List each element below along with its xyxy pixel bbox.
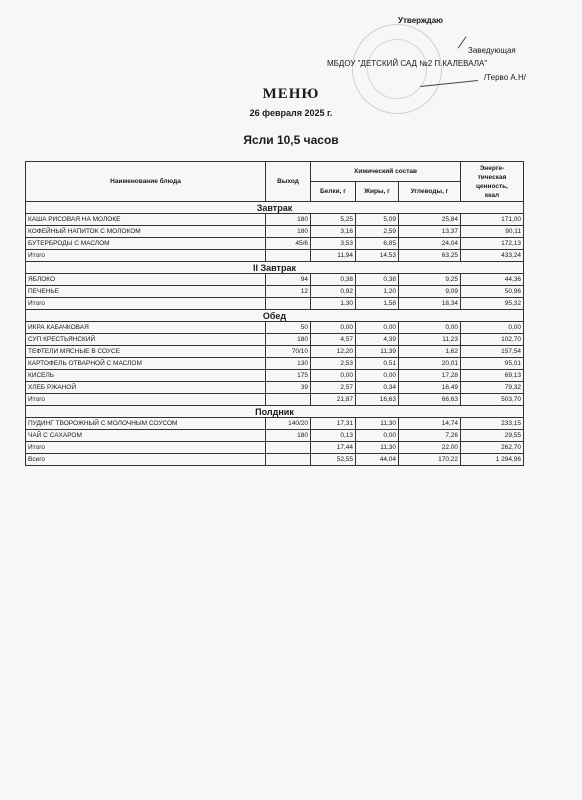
header-energy-line-1: Энерге- — [479, 164, 505, 172]
dish-energy: 44,36 — [461, 274, 524, 286]
dish-name: ИКРА КАБАЧКОВАЯ — [26, 322, 266, 334]
dish-carbs: 1,62 — [399, 346, 461, 358]
dish-carbs: 9,25 — [399, 274, 461, 286]
total-energy: 262,70 — [461, 442, 524, 454]
dish-proteins: 2,53 — [311, 358, 356, 370]
dish-carbs: 9,09 — [399, 286, 461, 298]
dish-name: КАША РИСОВАЯ НА МОЛОКЕ — [26, 214, 266, 226]
dish-carbs: 7,26 — [399, 430, 461, 442]
dish-fats: 5,09 — [356, 214, 399, 226]
dish-fats: 4,39 — [356, 334, 399, 346]
document-date: 26 февраля 2025 г. — [249, 108, 333, 118]
dish-output: 180 — [266, 334, 311, 346]
menu-table — [25, 161, 524, 466]
dish-carbs: 13,37 — [399, 226, 461, 238]
total-energy: 433,24 — [461, 250, 524, 262]
dish-energy: 171,00 — [461, 214, 524, 226]
dish-output: 175 — [266, 370, 311, 382]
section-row — [26, 262, 524, 274]
total-proteins: 17,44 — [311, 442, 356, 454]
header-energy — [461, 162, 524, 202]
dish-proteins: 0,00 — [311, 370, 356, 382]
total-fats: 11,30 — [356, 442, 399, 454]
dish-carbs: 24,04 — [399, 238, 461, 250]
signature-mark — [458, 36, 467, 48]
grand-total-proteins: 52,55 — [311, 454, 356, 466]
total-output — [266, 442, 311, 454]
total-output — [266, 394, 311, 406]
grand-total-carbs: 170,22 — [399, 454, 461, 466]
header-fats: Жиры, г — [356, 182, 399, 202]
dish-name: БУТЕРБРОДЫ С МАСЛОМ — [26, 238, 266, 250]
dish-name: ПЕЧЕНЬЕ — [26, 286, 266, 298]
dish-name: ЯБЛОКО — [26, 274, 266, 286]
dish-fats: 6,85 — [356, 238, 399, 250]
table-row — [26, 334, 524, 346]
dish-carbs: 11,23 — [399, 334, 461, 346]
table-row — [26, 226, 524, 238]
dish-output: 140/20 — [266, 418, 311, 430]
header-energy-line-2: тическая — [477, 173, 507, 181]
dish-output: 45/6 — [266, 238, 311, 250]
header-carbs: Углеводы, г — [399, 182, 461, 202]
dish-fats: 0,00 — [356, 322, 399, 334]
dish-carbs: 25,84 — [399, 214, 461, 226]
dish-output: 130 — [266, 358, 311, 370]
total-energy: 95,32 — [461, 298, 524, 310]
header-energy-line-3: ценность, — [476, 182, 508, 190]
dish-carbs: 0,00 — [399, 322, 461, 334]
dish-proteins: 0,13 — [311, 430, 356, 442]
total-output — [266, 250, 311, 262]
header-name: Наименование блюда — [26, 162, 266, 202]
dish-energy: 50,96 — [461, 286, 524, 298]
dish-energy: 102,70 — [461, 334, 524, 346]
dish-fats: 0,34 — [356, 382, 399, 394]
total-row — [26, 442, 524, 454]
approval-organization: МБДОУ "ДЕТСКИЙ САД №2 П.КАЛЕВАЛА" — [327, 59, 488, 68]
grand-total-fats: 44,04 — [356, 454, 399, 466]
dish-fats: 0,00 — [356, 430, 399, 442]
total-carbs: 63,25 — [399, 250, 461, 262]
grand-total-energy: 1 294,96 — [461, 454, 524, 466]
dish-output: 50 — [266, 322, 311, 334]
dish-proteins: 2,57 — [311, 382, 356, 394]
dish-output: 180 — [266, 226, 311, 238]
dish-proteins: 0,00 — [311, 322, 356, 334]
total-row — [26, 298, 524, 310]
table-row — [26, 238, 524, 250]
dish-energy: 90,11 — [461, 226, 524, 238]
dish-name: ТЕФТЕЛИ МЯСНЫЕ В СОУСЕ — [26, 346, 266, 358]
total-row — [26, 394, 524, 406]
section-row — [26, 310, 524, 322]
dish-carbs: 20,01 — [399, 358, 461, 370]
dish-name: КАРТОФЕЛЬ ОТВАРНОЙ С МАСЛОМ — [26, 358, 266, 370]
section-title: Завтрак — [26, 202, 524, 214]
dish-output: 39 — [266, 382, 311, 394]
grand-total-label: Всего — [26, 454, 266, 466]
table-row — [26, 214, 524, 226]
dish-fats: 2,59 — [356, 226, 399, 238]
section-title: Полдник — [26, 406, 524, 418]
dish-fats: 11,30 — [356, 418, 399, 430]
dish-name: КОФЕЙНЫЙ НАПИТОК С МОЛОКОМ — [26, 226, 266, 238]
dish-proteins: 3,16 — [311, 226, 356, 238]
dish-carbs: 14,74 — [399, 418, 461, 430]
grand-total-row — [26, 454, 524, 466]
dish-fats: 0,00 — [356, 370, 399, 382]
dish-proteins: 12,20 — [311, 346, 356, 358]
total-fats: 14,53 — [356, 250, 399, 262]
section-row — [26, 406, 524, 418]
dish-proteins: 0,38 — [311, 274, 356, 286]
header-chemical: Химический состав — [311, 162, 461, 182]
header-output: Выход — [266, 162, 311, 202]
table-row — [26, 430, 524, 442]
table-row — [26, 382, 524, 394]
table-row — [26, 418, 524, 430]
total-label: Итого — [26, 298, 266, 310]
total-proteins: 21,87 — [311, 394, 356, 406]
total-carbs: 18,34 — [399, 298, 461, 310]
table-row — [26, 370, 524, 382]
table-header — [26, 162, 524, 202]
dish-name: СУП КРЕСТЬЯНСКИЙ — [26, 334, 266, 346]
table-body — [26, 202, 524, 466]
dish-output: 180 — [266, 214, 311, 226]
total-proteins: 1,30 — [311, 298, 356, 310]
dish-energy: 79,32 — [461, 382, 524, 394]
total-carbs: 66,63 — [399, 394, 461, 406]
section-title: Обед — [26, 310, 524, 322]
total-output — [266, 298, 311, 310]
dish-energy: 0,00 — [461, 322, 524, 334]
grand-total-output — [266, 454, 311, 466]
group-title: Ясли 10,5 часов — [243, 133, 339, 147]
dish-energy: 95,01 — [461, 358, 524, 370]
total-fats: 1,58 — [356, 298, 399, 310]
dish-output: 70/10 — [266, 346, 311, 358]
total-label: Итого — [26, 442, 266, 454]
header-proteins: Белки, г — [311, 182, 356, 202]
approval-position: Заведующая — [468, 46, 516, 55]
dish-proteins: 5,25 — [311, 214, 356, 226]
dish-fats: 0,51 — [356, 358, 399, 370]
dish-energy: 172,13 — [461, 238, 524, 250]
dish-proteins: 3,53 — [311, 238, 356, 250]
dish-name: КИСЕЛЬ — [26, 370, 266, 382]
dish-fats: 0,38 — [356, 274, 399, 286]
total-proteins: 11,94 — [311, 250, 356, 262]
table-row — [26, 346, 524, 358]
header-energy-line-4: ккал — [484, 191, 500, 199]
dish-fats: 11,39 — [356, 346, 399, 358]
dish-carbs: 16,49 — [399, 382, 461, 394]
dish-output: 12 — [266, 286, 311, 298]
approval-title: Утверждаю — [398, 16, 443, 25]
total-energy: 503,70 — [461, 394, 524, 406]
total-row — [26, 250, 524, 262]
dish-name: ХЛЕБ РЖАНОЙ — [26, 382, 266, 394]
total-label: Итого — [26, 394, 266, 406]
approval-signatory: /Терво А.Н/ — [484, 73, 526, 82]
dish-proteins: 0,92 — [311, 286, 356, 298]
dish-energy: 29,55 — [461, 430, 524, 442]
section-title: II Завтрак — [26, 262, 524, 274]
dish-fats: 1,20 — [356, 286, 399, 298]
total-label: Итого — [26, 250, 266, 262]
table-row — [26, 274, 524, 286]
dish-name: ЧАЙ С САХАРОМ — [26, 430, 266, 442]
dish-proteins: 17,31 — [311, 418, 356, 430]
dish-carbs: 17,28 — [399, 370, 461, 382]
total-fats: 16,63 — [356, 394, 399, 406]
document-title: МЕНЮ — [262, 86, 320, 102]
dish-name: ПУДИНГ ТВОРОЖНЫЙ С МОЛОЧНЫМ СОУСОМ — [26, 418, 266, 430]
total-carbs: 22,00 — [399, 442, 461, 454]
table-row — [26, 322, 524, 334]
table-row — [26, 286, 524, 298]
dish-output: 94 — [266, 274, 311, 286]
dish-energy: 157,54 — [461, 346, 524, 358]
dish-proteins: 4,57 — [311, 334, 356, 346]
section-row — [26, 202, 524, 214]
dish-energy: 233,15 — [461, 418, 524, 430]
dish-output: 180 — [266, 430, 311, 442]
dish-energy: 69,13 — [461, 370, 524, 382]
table-row — [26, 358, 524, 370]
